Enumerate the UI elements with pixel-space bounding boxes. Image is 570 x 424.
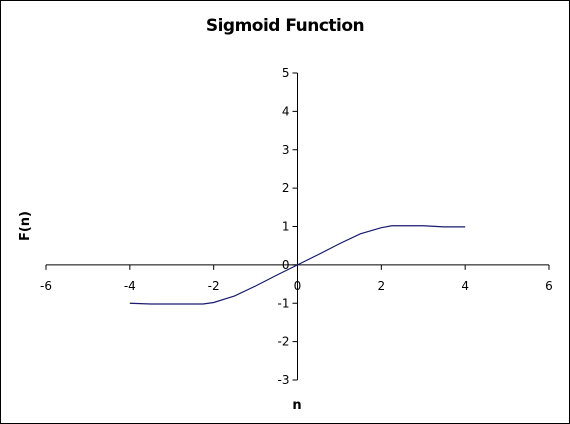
x-tick-label: 2 (377, 278, 386, 293)
x-tick-label: -4 (123, 278, 136, 293)
y-tick-label: 0 (281, 257, 290, 272)
y-tick-label: 3 (281, 142, 290, 157)
y-tick-label: 1 (281, 219, 290, 234)
y-tick-label: 2 (281, 181, 290, 196)
y-tick-label: -3 (277, 373, 290, 387)
y-axis-label: F(n) (18, 210, 33, 242)
x-tick-label: -6 (40, 278, 52, 293)
y-tick-label: 5 (281, 66, 290, 80)
x-tick-label: -2 (207, 278, 220, 293)
ticks (40, 66, 553, 387)
x-tick-label: 0 (293, 278, 302, 293)
y-tick-label: -1 (277, 296, 290, 311)
x-axis-label: n (292, 398, 302, 413)
chart-title: Sigmoid Function (205, 16, 365, 36)
y-tick-label: -2 (277, 334, 290, 349)
y-tick-label: 4 (281, 104, 290, 119)
x-tick-label: 4 (461, 278, 469, 293)
x-tick-label: 6 (545, 278, 553, 293)
